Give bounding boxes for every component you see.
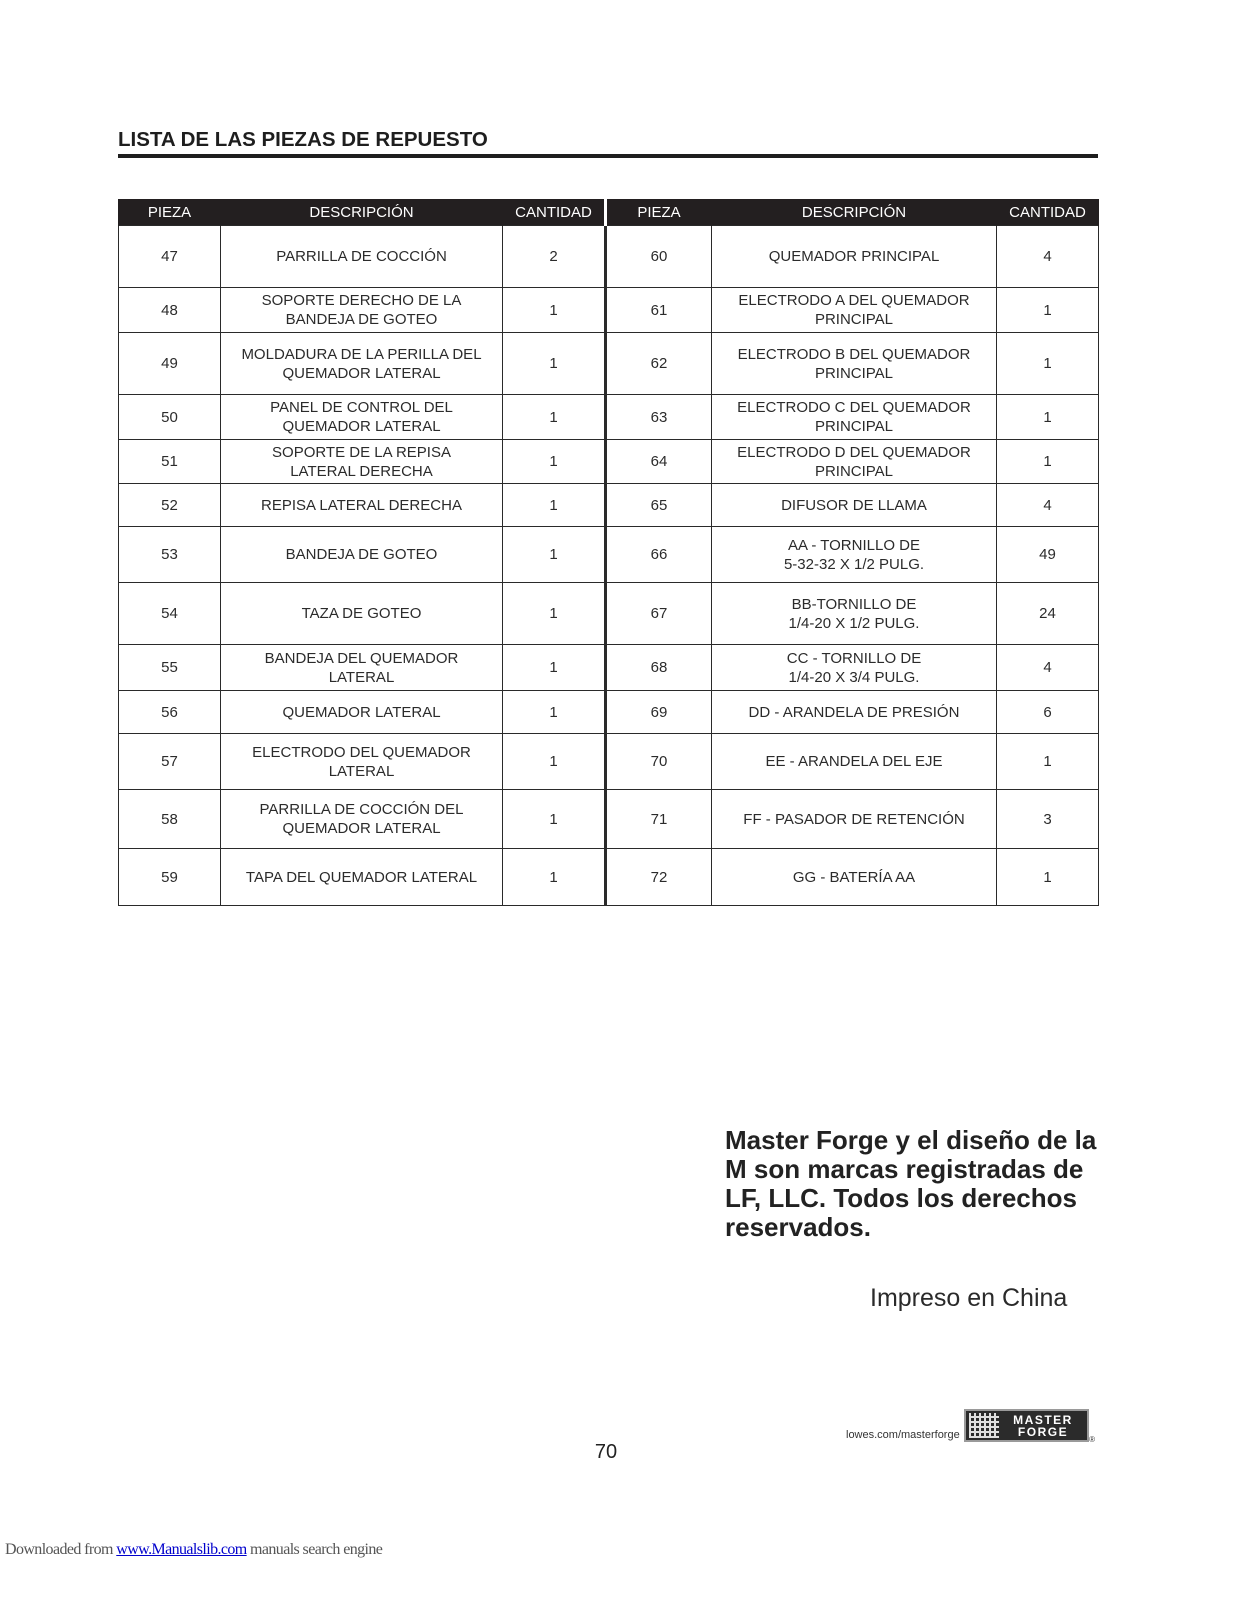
- part-description: DIFUSOR DE LLAMA: [712, 484, 997, 527]
- part-description: FF - PASADOR DE RETENCIÓN: [712, 790, 997, 849]
- part-quantity: 3: [997, 790, 1099, 849]
- part-description: ELECTRODO DEL QUEMADOR LATERAL: [221, 734, 503, 790]
- part-number: 65: [606, 484, 712, 527]
- part-description: QUEMADOR LATERAL: [221, 691, 503, 734]
- part-number: 57: [119, 734, 221, 790]
- part-description: TAPA DEL QUEMADOR LATERAL: [221, 849, 503, 906]
- part-number: 60: [606, 226, 712, 288]
- page-number: 70: [594, 1441, 618, 1463]
- part-number: 51: [119, 440, 221, 484]
- part-description: PARRILLA DE COCCIÓN DEL QUEMADOR LATERAL: [221, 790, 503, 849]
- part-number: 52: [119, 484, 221, 527]
- printed-in: Impreso en China: [870, 1284, 1068, 1312]
- part-description: QUEMADOR PRINCIPAL: [712, 226, 997, 288]
- table-row: [119, 734, 1099, 790]
- part-number: 61: [606, 288, 712, 333]
- part-number: 54: [119, 583, 221, 645]
- part-quantity: 1: [503, 790, 606, 849]
- part-description: CC - TORNILLO DE 1/4-20 X 3/4 PULG.: [712, 645, 997, 691]
- part-quantity: 1: [503, 288, 606, 333]
- part-number: 58: [119, 790, 221, 849]
- part-number: 48: [119, 288, 221, 333]
- part-quantity: 1: [503, 849, 606, 906]
- part-quantity: 1: [503, 691, 606, 734]
- part-number: 55: [119, 645, 221, 691]
- part-description: PARRILLA DE COCCIÓN: [221, 226, 503, 288]
- part-description: SOPORTE DE LA REPISA LATERAL DERECHA: [221, 440, 503, 484]
- part-quantity: 1: [997, 395, 1099, 440]
- table-row: [119, 395, 1099, 440]
- part-description: DD - ARANDELA DE PRESIÓN: [712, 691, 997, 734]
- master-forge-logo: [964, 1409, 1095, 1444]
- part-quantity: 1: [997, 440, 1099, 484]
- part-description: ELECTRODO C DEL QUEMADOR PRINCIPAL: [712, 395, 997, 440]
- part-number: 68: [606, 645, 712, 691]
- part-quantity: 1: [503, 484, 606, 527]
- part-quantity: 1: [503, 645, 606, 691]
- header-description: DESCRIPCIÓN: [221, 199, 503, 226]
- part-description: SOPORTE DERECHO DE LA BANDEJA DE GOTEO: [221, 288, 503, 333]
- trademark-notice: Master Forge y el diseño de la M son marcas registradas de LF, LLC. Todos los derechos reservados.: [725, 1125, 1097, 1242]
- manualslib-link[interactable]: www.Manualslib.com: [116, 1541, 247, 1558]
- part-number: 67: [606, 583, 712, 645]
- part-quantity: 1: [503, 583, 606, 645]
- part-number: 64: [606, 440, 712, 484]
- part-number: 66: [606, 527, 712, 583]
- table-row: [119, 583, 1099, 645]
- part-number: 71: [606, 790, 712, 849]
- part-quantity: 24: [997, 583, 1099, 645]
- part-description: ELECTRODO D DEL QUEMADOR PRINCIPAL: [712, 440, 997, 484]
- table-row: [119, 691, 1099, 734]
- table-row: [119, 484, 1099, 527]
- logo-line2: FORGE: [1017, 1424, 1069, 1439]
- part-quantity: 1: [503, 440, 606, 484]
- website-text: lowes.com/masterforge: [846, 1429, 960, 1441]
- part-quantity: 1: [997, 288, 1099, 333]
- part-quantity: 1: [503, 734, 606, 790]
- part-number: 59: [119, 849, 221, 906]
- part-number: 56: [119, 691, 221, 734]
- part-quantity: 1: [503, 527, 606, 583]
- part-number: 72: [606, 849, 712, 906]
- table-header-row: [119, 199, 1099, 226]
- part-description: MOLDADURA DE LA PERILLA DEL QUEMADOR LATERAL: [221, 333, 503, 395]
- part-description: BANDEJA DEL QUEMADOR LATERAL: [221, 645, 503, 691]
- part-number: 62: [606, 333, 712, 395]
- part-number: 70: [606, 734, 712, 790]
- table-row: [119, 790, 1099, 849]
- part-quantity: 4: [997, 484, 1099, 527]
- part-description: REPISA LATERAL DERECHA: [221, 484, 503, 527]
- logo-reg: ®: [1089, 1435, 1095, 1444]
- part-description: ELECTRODO B DEL QUEMADOR PRINCIPAL: [712, 333, 997, 395]
- part-description: EE - ARANDELA DEL EJE: [712, 734, 997, 790]
- table-row: [119, 333, 1099, 395]
- parts-table: [118, 199, 1099, 906]
- part-number: 53: [119, 527, 221, 583]
- header-quantity: CANTIDAD: [997, 199, 1099, 226]
- part-description: BANDEJA DE GOTEO: [221, 527, 503, 583]
- table-row: [119, 440, 1099, 484]
- part-description: GG - BATERÍA AA: [712, 849, 997, 906]
- table-row: [119, 527, 1099, 583]
- table-row: [119, 288, 1099, 333]
- part-quantity: 4: [997, 226, 1099, 288]
- part-quantity: 1: [503, 333, 606, 395]
- part-quantity: 1: [997, 849, 1099, 906]
- part-number: 47: [119, 226, 221, 288]
- part-number: 69: [606, 691, 712, 734]
- header-part: PIEZA: [119, 199, 221, 226]
- logo-grid-icon: [969, 1413, 999, 1438]
- header-quantity: CANTIDAD: [503, 199, 606, 226]
- logo-line1: MASTER: [1013, 1412, 1073, 1427]
- footer-prefix: Downloaded from: [5, 1541, 117, 1558]
- download-footer: [5, 1541, 382, 1559]
- part-quantity: 49: [997, 527, 1099, 583]
- footer-suffix: manuals search engine: [246, 1541, 383, 1558]
- header-part: PIEZA: [606, 199, 712, 226]
- part-description: BB-TORNILLO DE 1/4-20 X 1/2 PULG.: [712, 583, 997, 645]
- header-description: DESCRIPCIÓN: [712, 199, 997, 226]
- table-row: [119, 645, 1099, 691]
- part-description: TAZA DE GOTEO: [221, 583, 503, 645]
- table-row: [119, 849, 1099, 906]
- section-title: LISTA DE LAS PIEZAS DE REPUESTO: [118, 128, 1098, 158]
- part-quantity: 2: [503, 226, 606, 288]
- part-number: 50: [119, 395, 221, 440]
- part-quantity: 4: [997, 645, 1099, 691]
- part-quantity: 1: [503, 395, 606, 440]
- table-row: [119, 226, 1099, 288]
- part-number: 49: [119, 333, 221, 395]
- part-description: PANEL DE CONTROL DEL QUEMADOR LATERAL: [221, 395, 503, 440]
- part-quantity: 1: [997, 734, 1099, 790]
- part-number: 63: [606, 395, 712, 440]
- part-description: ELECTRODO A DEL QUEMADOR PRINCIPAL: [712, 288, 997, 333]
- part-description: AA - TORNILLO DE 5-32-32 X 1/2 PULG.: [712, 527, 997, 583]
- part-quantity: 1: [997, 333, 1099, 395]
- part-quantity: 6: [997, 691, 1099, 734]
